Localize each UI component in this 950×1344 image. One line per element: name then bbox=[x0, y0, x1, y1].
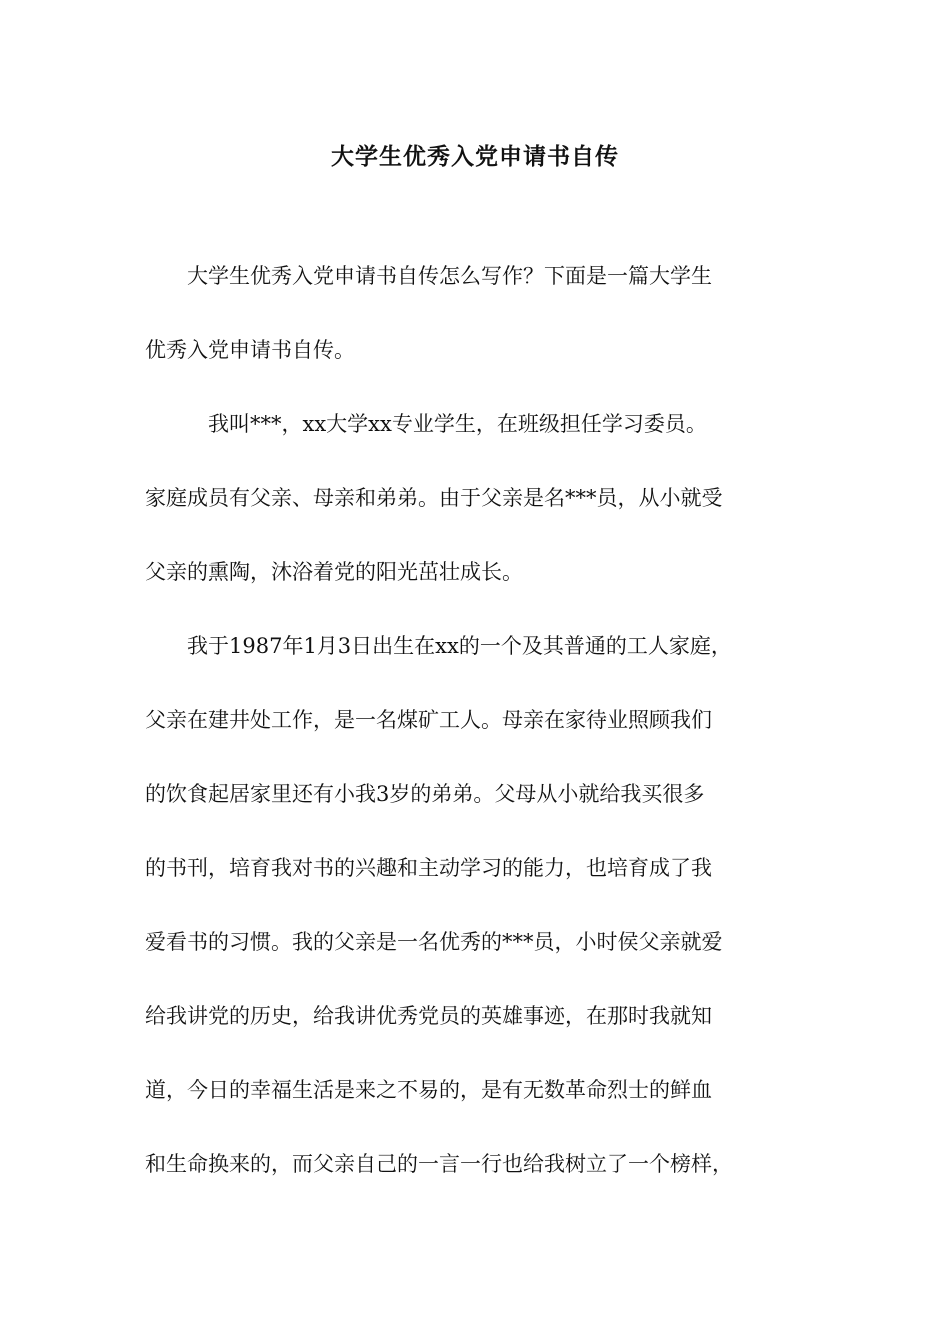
text-line: 的饮食起居家里还有小我3岁的弟弟。父母从小就给我买很多 bbox=[145, 782, 705, 806]
text-line: 优秀入党申请书自传。 bbox=[145, 338, 355, 362]
document-body bbox=[145, 252, 835, 1214]
text-line: 我叫***，xx大学xx专业学生，在班级担任学习委员。 bbox=[145, 412, 707, 436]
text-line: 父亲的熏陶，沐浴着党的阳光茁壮成长。 bbox=[145, 560, 523, 584]
text-line: 给我讲党的历史，给我讲优秀党员的英雄事迹，在那时我就知 bbox=[145, 1004, 712, 1028]
text-line: 道，今日的幸福生活是来之不易的，是有无数革命烈士的鲜血 bbox=[145, 1078, 712, 1102]
text-line: 的书刊，培育我对书的兴趣和主动学习的能力，也培育成了我 bbox=[145, 856, 712, 880]
text-line: 爱看书的习惯。我的父亲是一名优秀的***员，小时侯父亲就爱 bbox=[145, 930, 723, 954]
text-line: 和生命换来的，而父亲自己的一言一行也给我树立了一个榜样， bbox=[145, 1152, 733, 1176]
document-title: 大学生优秀入党申请书自传 bbox=[331, 143, 619, 170]
text-line: 父亲在建井处工作，是一名煤矿工人。母亲在家待业照顾我们 bbox=[145, 708, 712, 732]
text-line: 大学生优秀入党申请书自传怎么写作？下面是一篇大学生 bbox=[145, 264, 712, 288]
text-line: 我于1987年1月3日出生在xx的一个及其普通的工人家庭， bbox=[145, 634, 732, 658]
text-line: 家庭成员有父亲、母亲和弟弟。由于父亲是名***员，从小就受 bbox=[145, 486, 723, 510]
